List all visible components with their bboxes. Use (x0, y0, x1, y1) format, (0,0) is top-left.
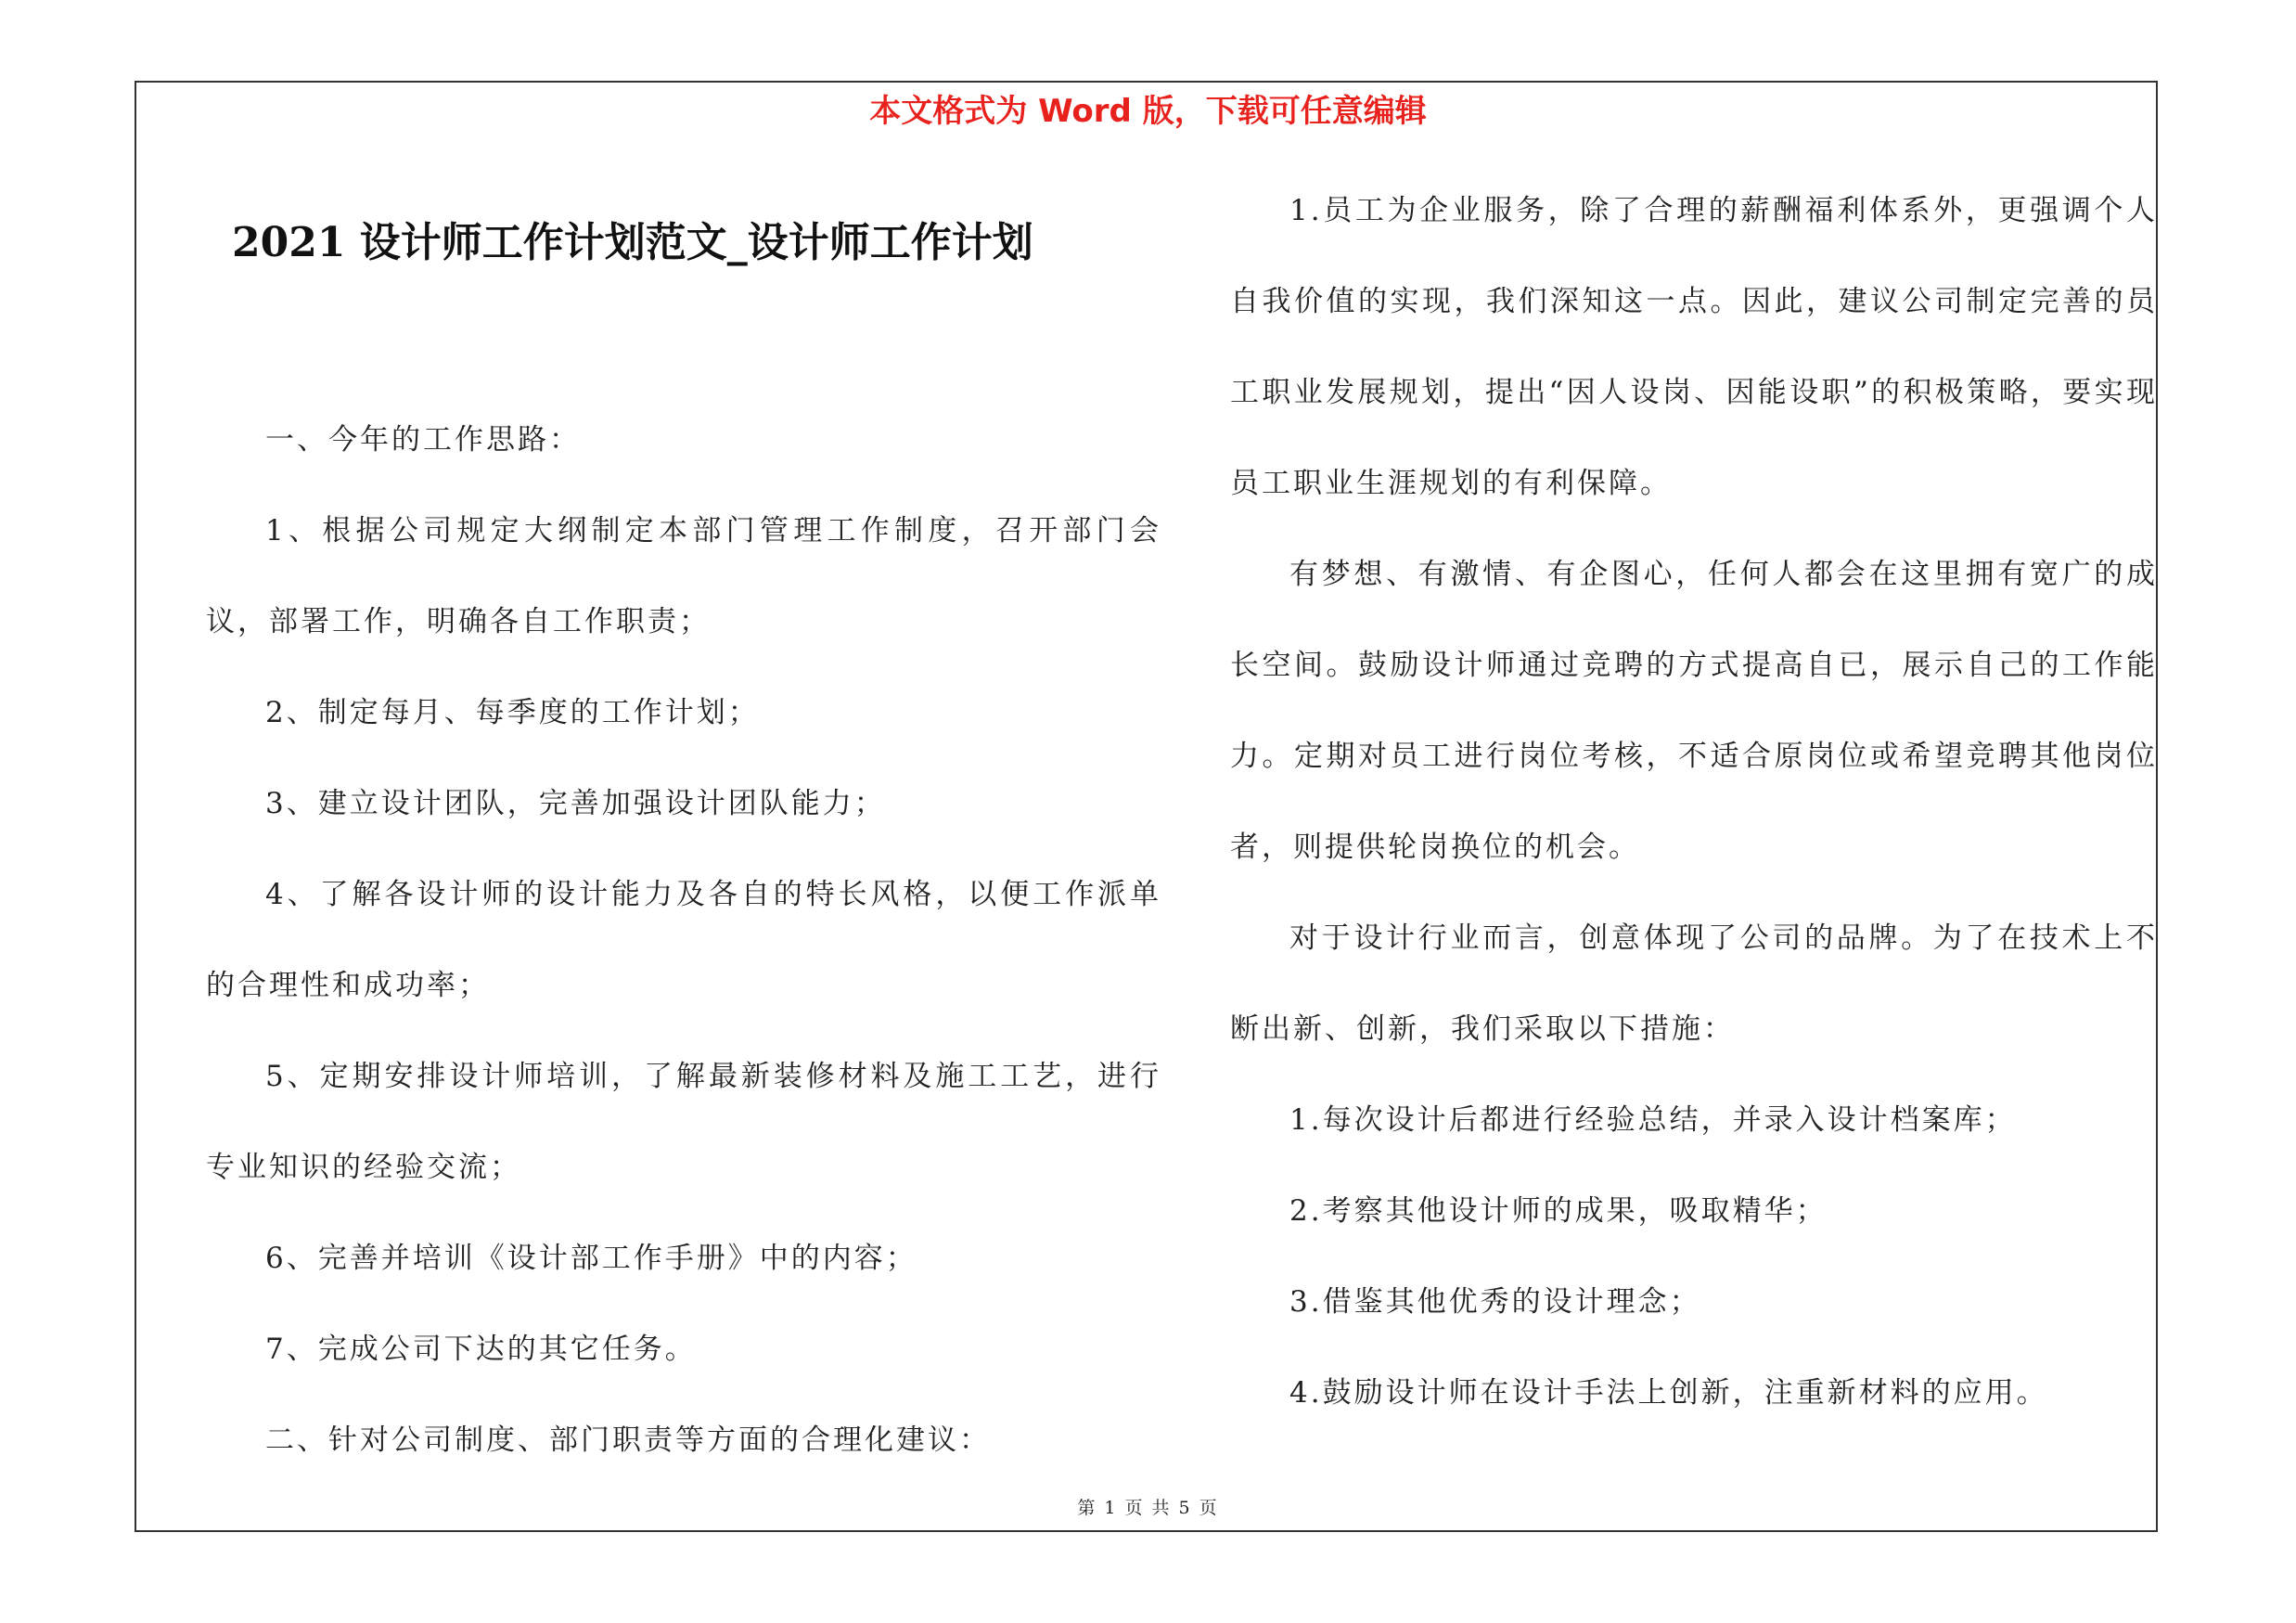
list-item: 3、建立设计团队，完善加强设计团队能力； (265, 787, 886, 820)
list-item: 6、完善并培训《设计部工作手册》中的内容； (265, 1242, 917, 1275)
paragraph: 1.员工为企业服务，除了合理的薪酬福利体系外，更强调个人自我价值的实现，我们深知这一点。因此，建议公司制定完善的员工职业发展规划，提出“因人设岗、因能设职”的积极策略，要实现员工职业生涯规划的有利保障。 (1230, 194, 2158, 500)
list-item: 4.鼓励设计师在设计手法上创新，注重新材料的应用。 (1289, 1376, 2048, 1410)
list-item: 2、制定每月、每季度的工作计划； (265, 696, 760, 729)
list-item: 5、定期安排设计师培训，了解最新装修材料及施工工艺，进行专业知识的经验交流； (206, 1060, 1161, 1184)
paragraph: 对于设计行业而言，创意体现了公司的品牌。为了在技术上不断出新、创新，我们采取以下措施： (1230, 921, 2158, 1046)
editable-notice-banner: 本文格式为 Word 版，下载可任意编辑 (869, 93, 1427, 130)
document-title: 2021 设计师工作计划范文_设计师工作计划 (232, 219, 1033, 266)
list-item: 1.每次设计后都进行经验总结，并录入设计档案库； (1289, 1103, 2017, 1137)
list-item: 3.借鉴其他优秀的设计理念； (1289, 1285, 1701, 1319)
left-column (206, 394, 1161, 1486)
list-item: 2.考察其他设计师的成果，吸取精华； (1289, 1194, 1828, 1228)
list-item: 4、了解各设计师的设计能力及各自的特长风格，以便工作派单的合理性和成功率； (206, 878, 1161, 1002)
paragraph: 有梦想、有激情、有企图心，任何人都会在这里拥有宽广的成长空间。鼓励设计师通过竞聘的方式提高自已，展示自己的工作能力。定期对员工进行岗位考核，不适合原岗位或希望竞聘其他岗位者，则提供轮岗换位的机会。 (1230, 558, 2158, 864)
right-column (1230, 165, 2158, 1438)
section-heading: 一、今年的工作思路： (265, 423, 581, 457)
list-item: 1、根据公司规定大纲制定本部门管理工作制度，召开部门会议，部署工作，明确各自工作职责； (206, 514, 1161, 638)
section-heading: 二、针对公司制度、部门职责等方面的合理化建议： (265, 1423, 991, 1457)
list-item: 7、完成公司下达的其它任务。 (265, 1333, 697, 1366)
page-number-footer: 第 1 页 共 5 页 (1077, 1498, 1219, 1518)
